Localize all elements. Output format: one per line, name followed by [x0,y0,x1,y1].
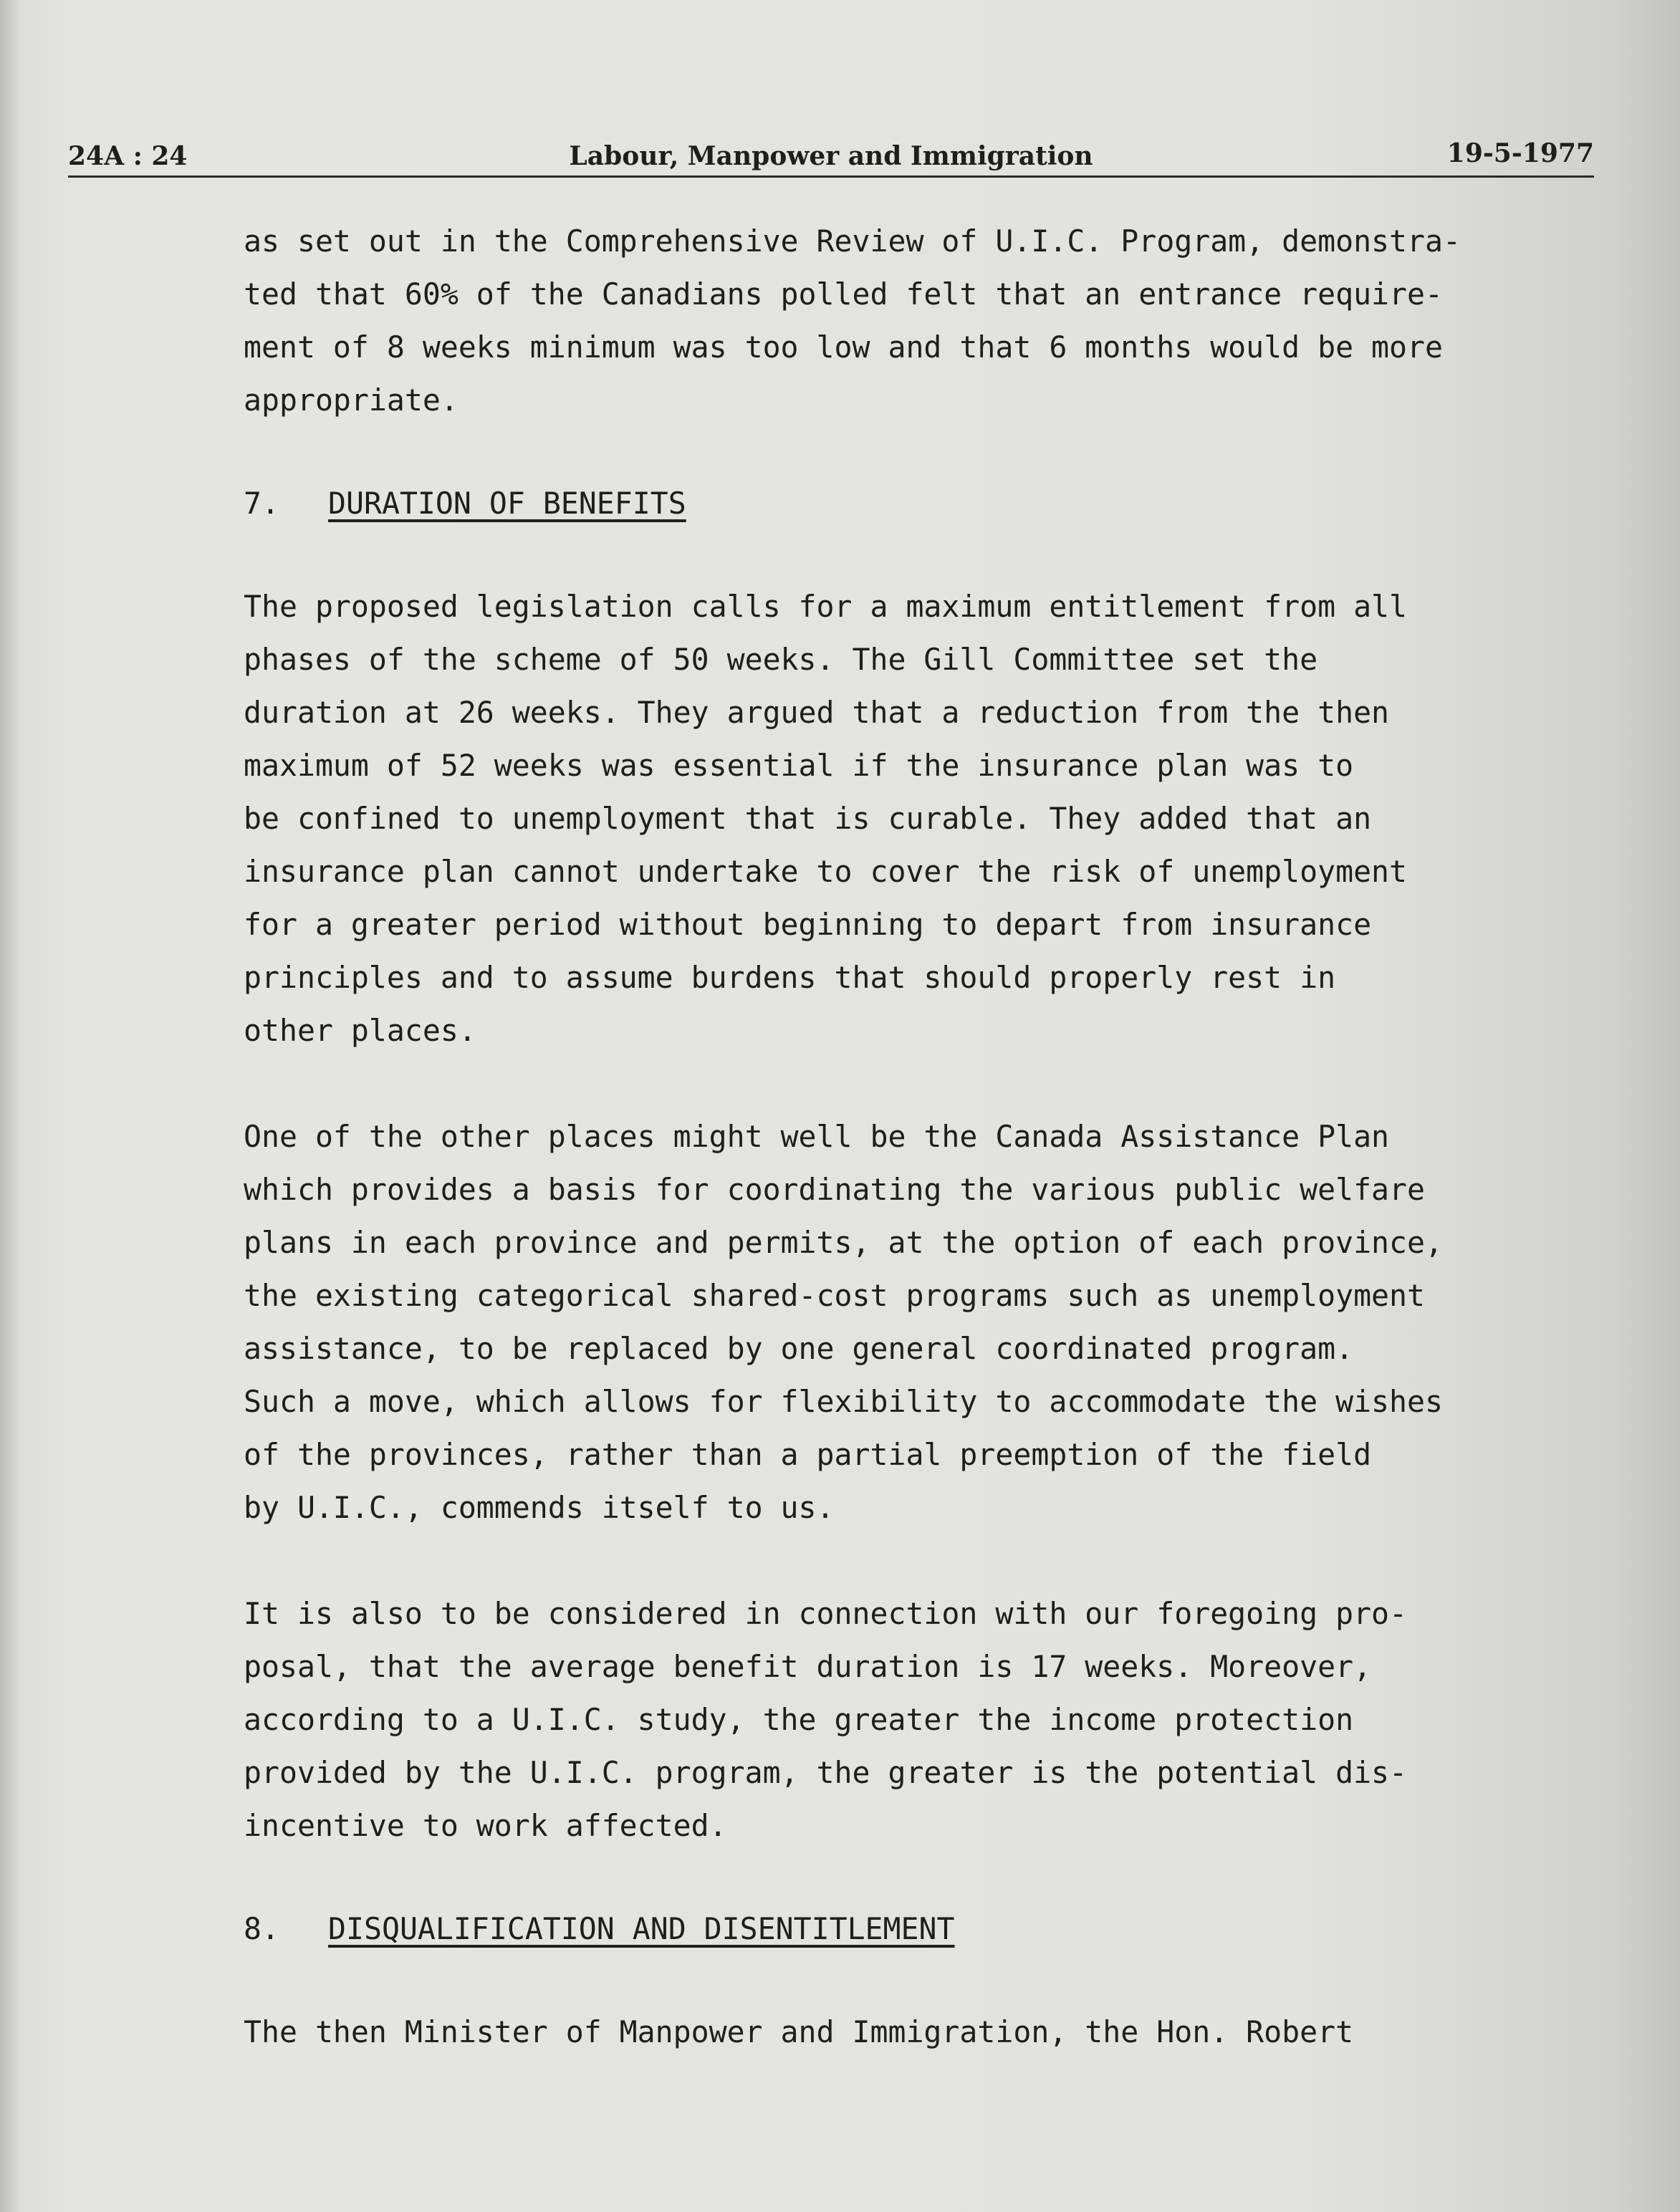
section-7-heading [244,477,1461,530]
text-line: assistance, to be replaced by one general coordinated program. [244,1331,1354,1366]
section-title: DISQUALIFICATION AND DISENTITLEMENT [328,1911,955,1946]
text-line: phases of the scheme of 50 weeks. The Gill Committee set the [244,642,1318,677]
text-line: which provides a basis for coordinating the various public welfare [244,1172,1426,1207]
text-line: Such a move, which allows for flexibility to accommodate the wishes [244,1384,1444,1419]
section-number: 8. [244,1911,279,1946]
text-line: One of the other places might well be the Canada Assistance Plan [244,1119,1390,1154]
text-line: The proposed legislation calls for a maximum entitlement from all [244,589,1408,624]
text-line: the existing categorical shared-cost programs such as unemployment [244,1278,1426,1313]
text-line: ment of 8 weeks minimum was too low and that 6 months would be more [244,330,1444,365]
text-line: as set out in the Comprehensive Review of U.I.C. Program, demonstra- [244,223,1461,259]
text-line: provided by the U.I.C. program, the greater is the potential dis- [244,1755,1408,1790]
text-line: The then Minister of Manpower and Immigration, the Hon. Robert [244,2014,1354,2049]
text-line: duration at 26 weeks. They argued that a reduction from the then [244,695,1390,730]
body-text [244,215,1461,2059]
text-line: maximum of 52 weeks was essential if the insurance plan was to [244,748,1354,783]
section-number: 7. [244,486,279,521]
section-title: DURATION OF BENEFITS [328,486,686,521]
text-line: by U.I.C., commends itself to us. [244,1490,835,1525]
text-line: principles and to assume burdens that should properly rest in [244,960,1336,995]
text-line: of the provinces, rather than a partial preemption of the field [244,1437,1372,1472]
text-line: according to a U.I.C. study, the greater the income protection [244,1702,1354,1737]
header-date: 19-5-1977 [1446,138,1594,168]
text-line: It is also to be considered in connection with our foregoing pro- [244,1596,1408,1631]
section-8-heading [244,1903,1461,1956]
paragraph-5 [244,2006,1461,2059]
text-line: appropriate. [244,383,459,418]
text-line: plans in each province and permits, at the option of each province, [244,1225,1444,1260]
paragraph-2 [244,580,1461,1057]
page-number: 24A : 24 [68,141,188,171]
text-line: be confined to unemployment that is curable. They added that an [244,801,1372,836]
page-header [68,133,1594,178]
text-line: other places. [244,1013,476,1048]
header-title: Labour, Manpower and Immigration [569,141,1093,171]
text-line: incentive to work affected. [244,1808,727,1843]
text-line: for a greater period without beginning to depart from insurance [244,907,1372,942]
text-line: insurance plan cannot undertake to cover the risk of unemployment [244,854,1408,889]
text-line: ted that 60% of the Canadians polled felt that an entrance require- [244,276,1444,312]
paragraph-1 [244,215,1461,427]
paragraph-3 [244,1110,1461,1534]
text-line: posal, that the average benefit duration is 17 weeks. Moreover, [244,1649,1372,1684]
paragraph-4 [244,1587,1461,1852]
